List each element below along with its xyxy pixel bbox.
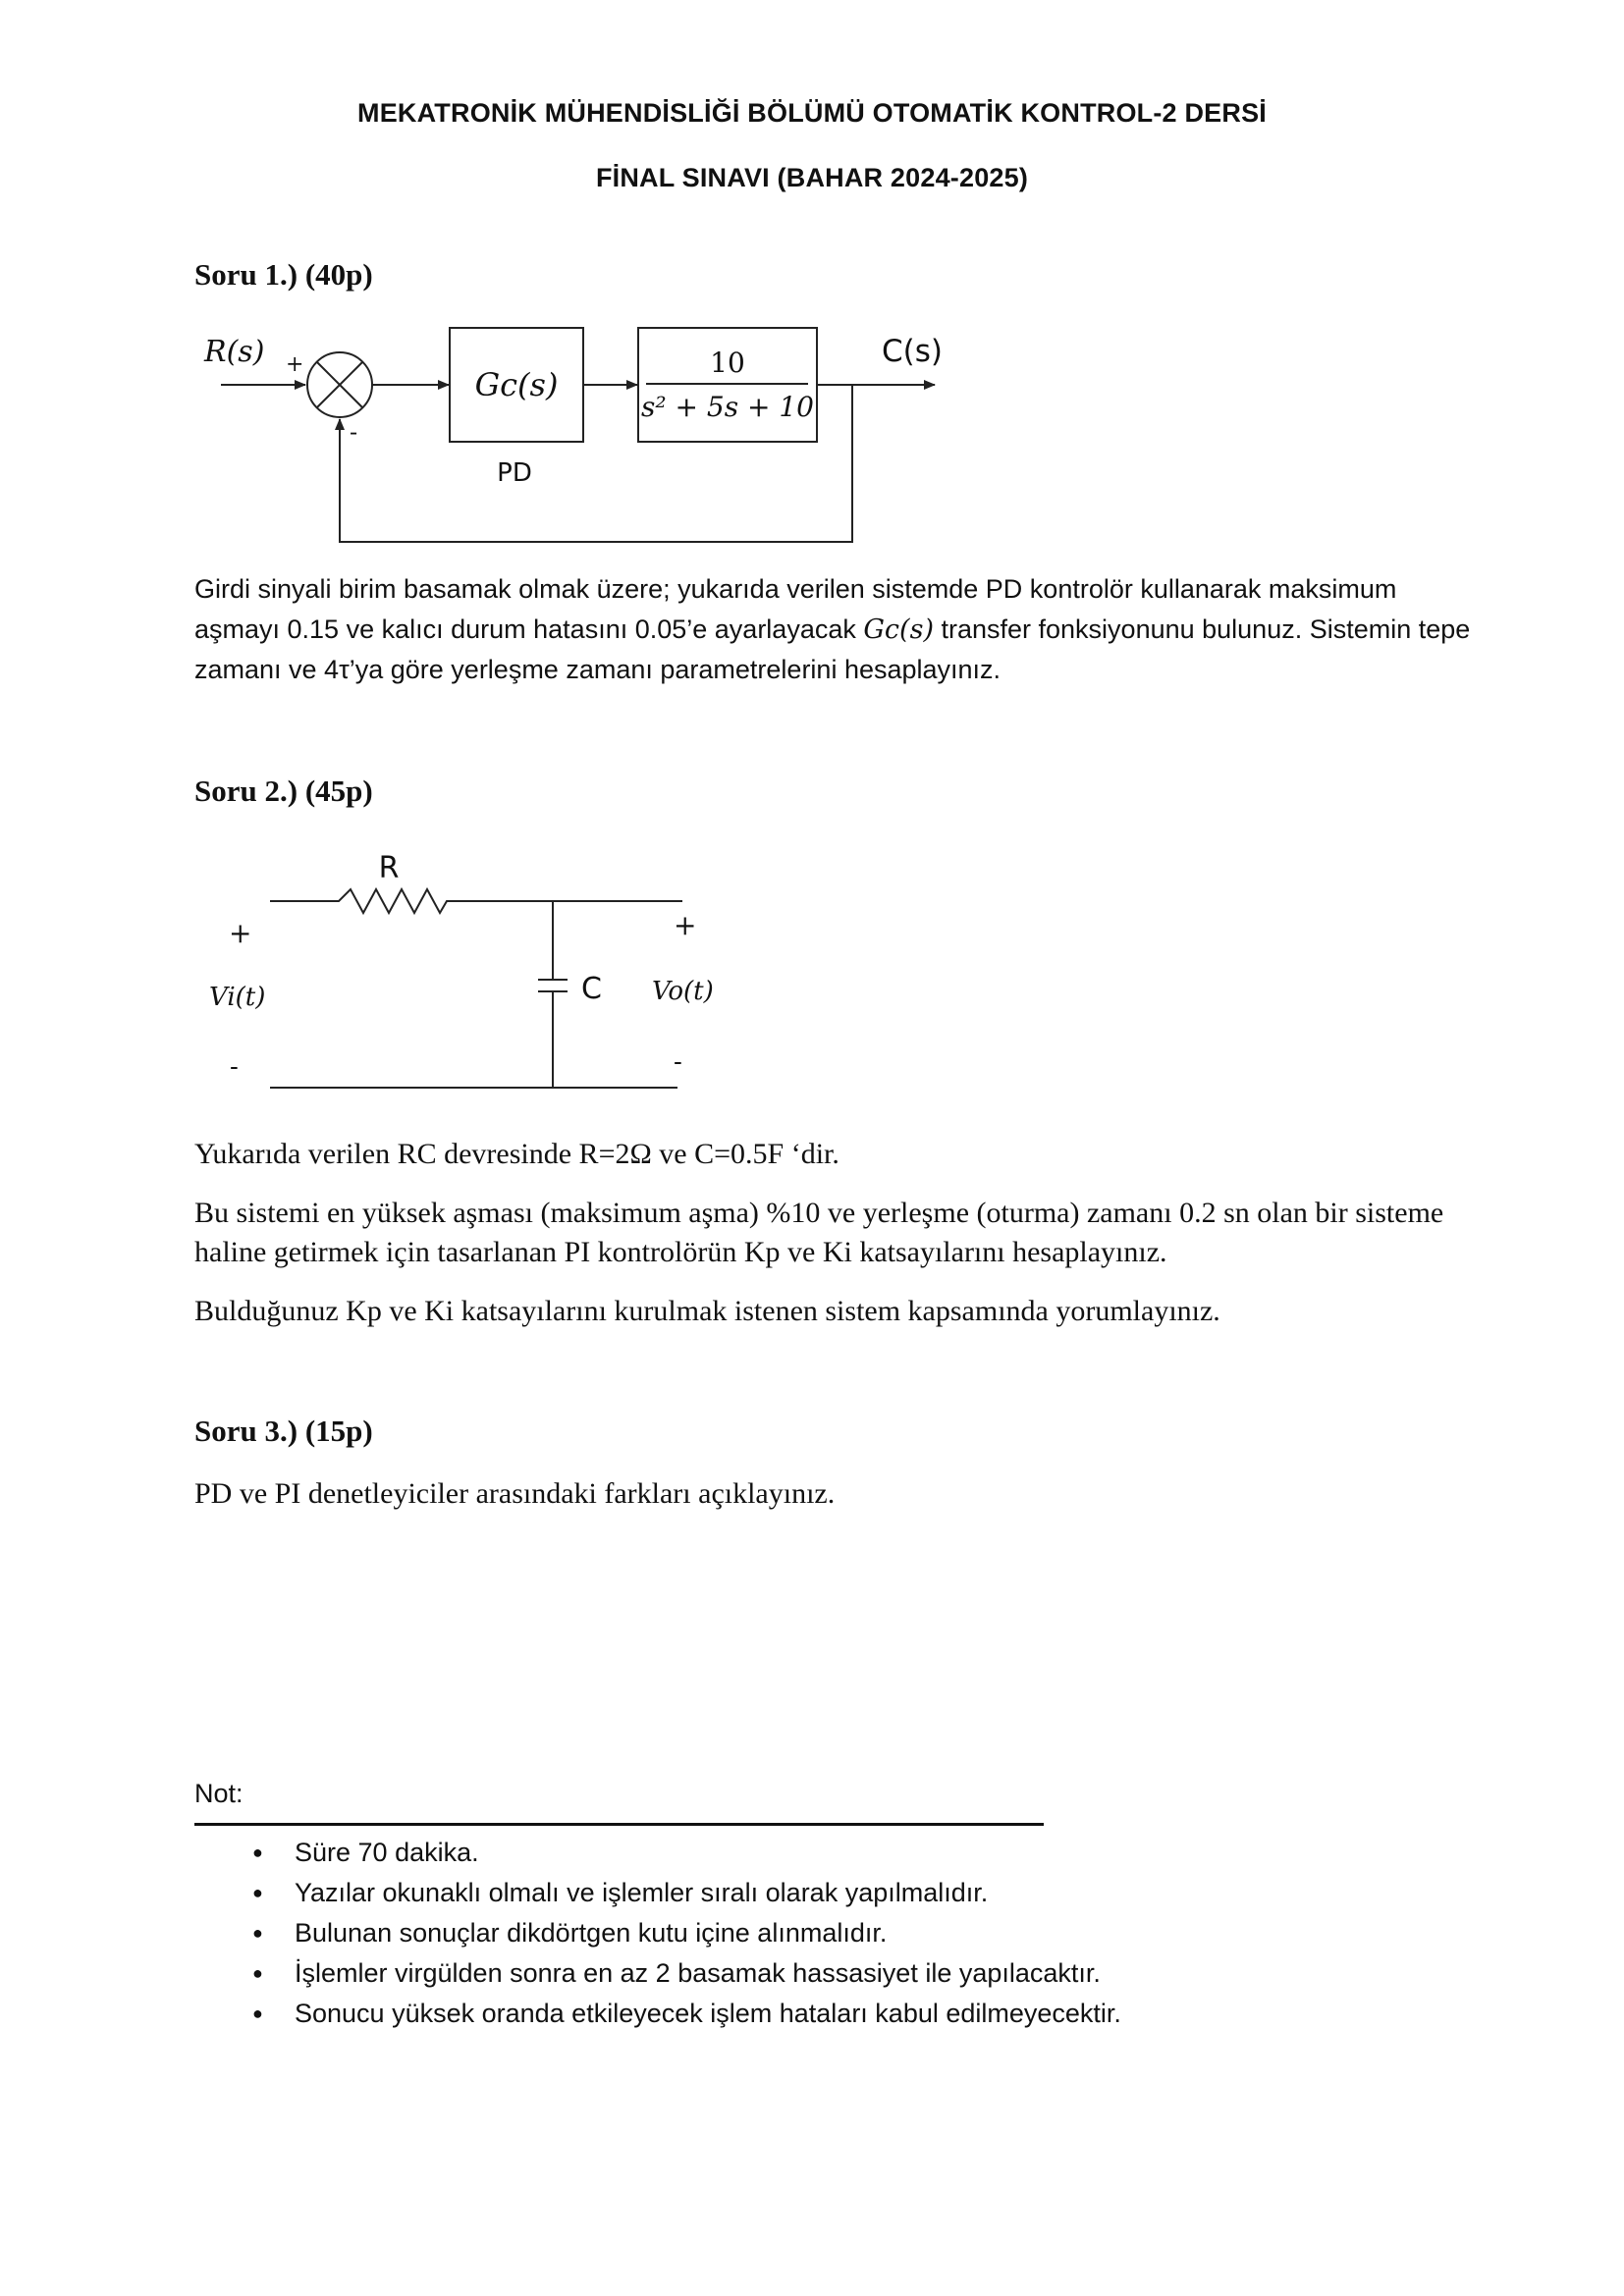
plus-sign: + bbox=[286, 352, 304, 377]
vin-minus: - bbox=[230, 1052, 239, 1082]
input-label: R(s) bbox=[204, 335, 265, 369]
q2-para-task: Bu sistemi en yüksek aşması (maksimum aşma) %10 ve yerleşme (oturma) zamanı 0.2 sn olan bir sisteme haline getirmek için tasarlanan PI kontrolörün Kp ve Ki katsayılarını hesaplayınız. bbox=[194, 1197, 1444, 1268]
q1-description bbox=[194, 569, 1471, 690]
note-item: ● Bulunan sonuçlar dikdörtgen kutu içine alınmalıdır. bbox=[241, 1913, 1121, 1953]
q2-title: Soru 2.) (45p) bbox=[194, 774, 373, 808]
note-item: ● İşlemler virgülden sonra en az 2 basamak hassasiyet ile yapılacaktır. bbox=[241, 1953, 1121, 1994]
controller-label: Gc(s) bbox=[474, 366, 559, 403]
vout-plus: + bbox=[674, 909, 697, 941]
q1-title: Soru 1.) (40p) bbox=[194, 257, 373, 292]
exam-header-title: FİNAL SINAVI (BAHAR 2024-2025) bbox=[595, 163, 1029, 192]
resistor-r bbox=[270, 889, 682, 913]
q2-rc-circuit bbox=[0, 834, 1624, 1109]
controller-caption: PD bbox=[497, 458, 532, 488]
note-label: Not: bbox=[194, 1779, 244, 1808]
vin-label: Vi(t) bbox=[209, 983, 266, 1012]
output-label: C(s) bbox=[882, 334, 943, 369]
resistor-label: R bbox=[378, 851, 400, 885]
q1-math-gc: Gc(s) bbox=[863, 614, 934, 645]
vout-minus: - bbox=[674, 1047, 682, 1077]
q3-title: Soru 3.) (15p) bbox=[194, 1414, 373, 1448]
plant-numerator: 10 bbox=[710, 347, 745, 379]
note-item: ● Sonucu yüksek oranda etkileyecek işlem hataları kabul edilmeyecektir. bbox=[241, 1994, 1121, 2034]
vin-plus: + bbox=[229, 917, 252, 949]
note-list bbox=[241, 1833, 1121, 2034]
q3-description: PD ve PI denetleyiciler arasındaki farkları açıklayınız. bbox=[194, 1477, 836, 1510]
note-divider bbox=[194, 1823, 1044, 1826]
q1-text-part1: Girdi sinyali birim basamak olmak üzere; yukarıda verilen sistemde PD kontrolör kullanarak maksimum aşmayı 0.15 ve kalıcı durum hatasını 0.05’e ayarlayacak bbox=[194, 574, 1397, 644]
note-item: ● Süre 70 dakika. bbox=[241, 1833, 1121, 1873]
vout-label: Vo(t) bbox=[652, 977, 714, 1006]
capacitor-label: C bbox=[581, 972, 602, 1006]
minus-sign: - bbox=[350, 418, 358, 446]
q1-block-diagram bbox=[0, 294, 1624, 560]
plant-denominator: s² + 5s + 10 bbox=[641, 391, 814, 423]
note-item: ● Yazılar okunaklı olmalı ve işlemler sıralı olarak yapılmalıdır. bbox=[241, 1873, 1121, 1913]
q1-text-part2: transfer fonksiyonunu bulunuz. Sistemin tepe zamanı ve 4τ’ya göre yerleşme zamanı parametrelerini hesaplayınız. bbox=[194, 614, 1471, 684]
exam-header-department: MEKATRONİK MÜHENDİSLİĞİ BÖLÜMÜ OTOMATİK KONTROL-2 DERSİ bbox=[357, 98, 1267, 128]
q2-para-values: Yukarıda verilen RC devresinde R=2Ω ve C=0.5F ‘dir. bbox=[194, 1138, 839, 1170]
q2-para-interpret: Bulduğunuz Kp ve Ki katsayılarını kurulmak istenen sistem kapsamında yorumlayınız. bbox=[194, 1295, 1220, 1327]
